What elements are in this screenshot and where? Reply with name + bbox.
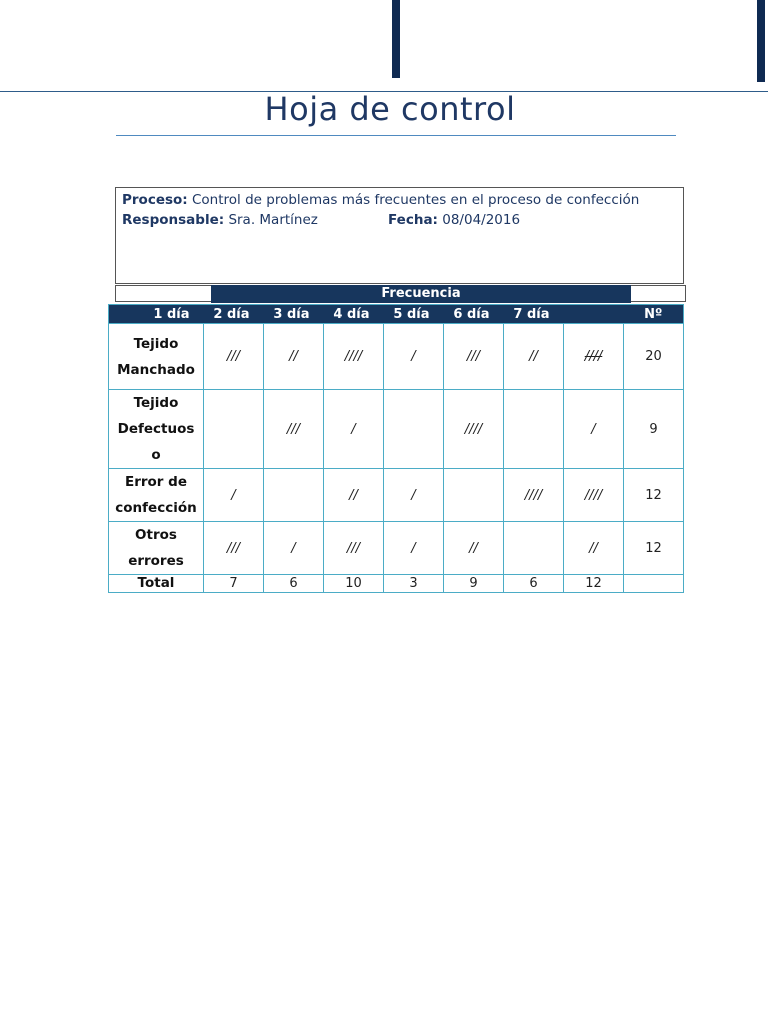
total-cell: 9 bbox=[444, 575, 504, 593]
proceso-value: Control de problemas más frecuentes en el proceso de confección bbox=[192, 192, 640, 208]
tally-cell: / bbox=[204, 469, 264, 522]
count-header-cell: Nº bbox=[624, 305, 684, 324]
fecha-value: 08/04/2016 bbox=[442, 212, 521, 228]
day-header-cell: 3 día bbox=[264, 305, 324, 324]
total-cell: 10 bbox=[324, 575, 384, 593]
row-label: Otros errores bbox=[109, 522, 204, 575]
proceso-label: Proceso: bbox=[122, 192, 188, 208]
tally-cell: / bbox=[384, 522, 444, 575]
control-table bbox=[108, 304, 684, 593]
tally-cell bbox=[264, 469, 324, 522]
tally-cell: // bbox=[504, 324, 564, 390]
tally-cell: / bbox=[324, 390, 384, 469]
count-cell: 20 bbox=[624, 324, 684, 390]
fecha-field bbox=[388, 210, 520, 230]
tally-cell: / bbox=[564, 390, 624, 469]
total-cell: 6 bbox=[264, 575, 324, 593]
tally-cell: //// bbox=[564, 469, 624, 522]
tally-cell: / bbox=[264, 522, 324, 575]
total-cell: 6 bbox=[504, 575, 564, 593]
total-cell: 12 bbox=[564, 575, 624, 593]
responsable-value: Sra. Martínez bbox=[228, 212, 318, 228]
tally-cell: /// bbox=[204, 522, 264, 575]
responsable-label: Responsable: bbox=[122, 212, 225, 228]
day-header-cell: 1 día bbox=[109, 305, 204, 324]
frequency-header-row bbox=[115, 285, 686, 303]
row-label: Tejido Defectuos o bbox=[109, 390, 204, 469]
table-row bbox=[109, 522, 684, 575]
row-label: Tejido Manchado bbox=[109, 324, 204, 390]
tally-cell bbox=[504, 522, 564, 575]
tally-cell bbox=[444, 469, 504, 522]
table-row bbox=[109, 324, 684, 390]
day-header-cell: 7 día bbox=[504, 305, 564, 324]
day-header-cell: 5 día bbox=[384, 305, 444, 324]
tally-cell: //// bbox=[564, 324, 624, 390]
tally-cell: // bbox=[264, 324, 324, 390]
header-decor-bar-right bbox=[757, 0, 765, 82]
day-header-cell: 6 día bbox=[444, 305, 504, 324]
tally-cell bbox=[384, 390, 444, 469]
tally-cell: //// bbox=[324, 324, 384, 390]
fecha-label: Fecha: bbox=[388, 212, 438, 228]
total-row bbox=[109, 575, 684, 593]
frequency-header: Frecuencia bbox=[211, 285, 631, 303]
tally-cell: // bbox=[324, 469, 384, 522]
tally-cell bbox=[204, 390, 264, 469]
day-header-cell: 2 día bbox=[204, 305, 264, 324]
day-header-row bbox=[109, 305, 684, 324]
frequency-header-left-blank bbox=[115, 285, 211, 302]
page-title: Hoja de control bbox=[264, 90, 516, 128]
title-underline bbox=[116, 135, 676, 136]
tally-cell: /// bbox=[324, 522, 384, 575]
table-row bbox=[109, 469, 684, 522]
total-label: Total bbox=[109, 575, 204, 593]
count-cell: 12 bbox=[624, 522, 684, 575]
responsable-row bbox=[122, 210, 677, 230]
count-cell: 9 bbox=[624, 390, 684, 469]
tally-cell bbox=[504, 390, 564, 469]
total-cell: 3 bbox=[384, 575, 444, 593]
tally-cell: //// bbox=[504, 469, 564, 522]
tally-cell: /// bbox=[444, 324, 504, 390]
count-cell: 12 bbox=[624, 469, 684, 522]
proceso-row bbox=[122, 190, 677, 210]
tally-cell: /// bbox=[204, 324, 264, 390]
tally-cell: /// bbox=[264, 390, 324, 469]
tally-cell: / bbox=[384, 324, 444, 390]
tally-cell: //// bbox=[444, 390, 504, 469]
tally-cell: // bbox=[564, 522, 624, 575]
info-box bbox=[115, 187, 684, 284]
row-label: Error de confección bbox=[109, 469, 204, 522]
day-header-cell: 4 día bbox=[324, 305, 384, 324]
tally-cell: / bbox=[384, 469, 444, 522]
table-row bbox=[109, 390, 684, 469]
header-decor-bar-left bbox=[392, 0, 400, 78]
frequency-header-right-blank bbox=[631, 285, 686, 302]
total-count-cell bbox=[624, 575, 684, 593]
total-cell: 7 bbox=[204, 575, 264, 593]
blank-header-cell bbox=[564, 305, 624, 324]
tally-cell: // bbox=[444, 522, 504, 575]
